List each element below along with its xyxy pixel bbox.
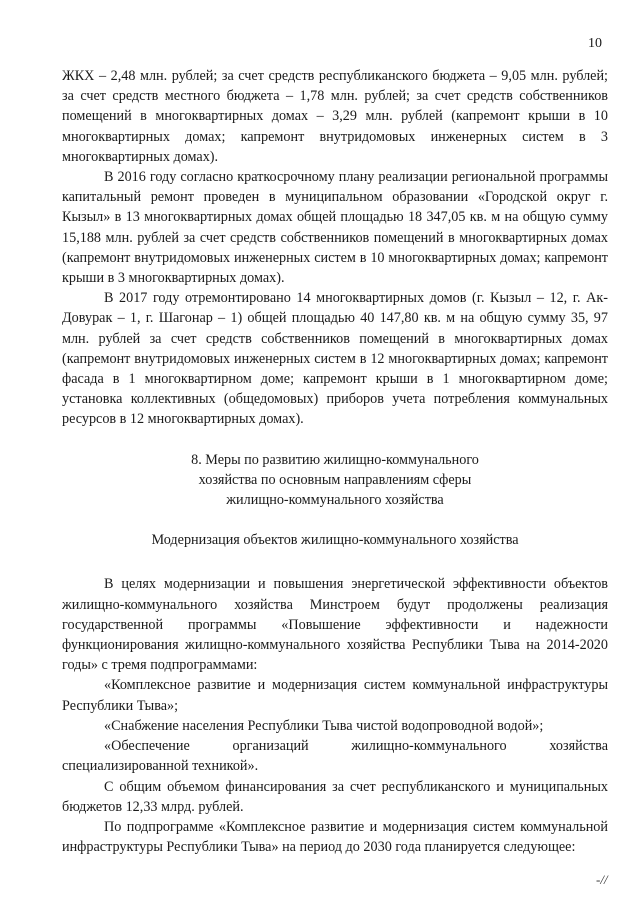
page-number: 10 — [588, 36, 602, 51]
section-heading — [62, 450, 608, 511]
subsection-heading: Модернизация объектов жилищно-коммунального хозяйства — [151, 532, 519, 549]
paragraph-modernization-intro: В целях модернизации и повышения энергетической эффективности объектов жилищно-коммунального хозяйства Минстроем будут продолжены реализация государственной программы «Повышение эффективности и надежности функционирования жилищно-коммунального хозяйства Республики Тыва на 2014-2020 годы» с тремя подпрограммами: — [62, 576, 608, 674]
document-body — [62, 66, 608, 857]
subprogram-item-infrastructure: «Комплексное развитие и модернизация систем коммунальной инфраструктуры Республики Тыва»; — [62, 677, 608, 714]
subprogram-item-special-equipment: «Обеспечение организаций жилищно-коммунального хозяйства специализированной техникой». — [62, 738, 608, 775]
paragraph-2017-repairs: В 2017 году отремонтировано 14 многоквартирных домов (г. Кызыл – 12, г. Ак-Довурак – 1, г. Шагонар – 1) общей площадью 40 147,80 кв. м на общую сумму 35, 97 млн. рублей за счет средств собственников помещений в многоквартирных домах (капремонт внутридомовых инженерных систем в 12 многоквартирных домах; капремонт фасада в 1 многоквартирном доме; капремонт крыши в 1 многоквартирном доме; установка коллективных (общедомовых) приборов учета потребления коммунальных ресурсов в 12 многоквартирных домах). — [62, 290, 608, 428]
section-heading-line-1: 8. Меры по развитию жилищно-коммунального — [191, 451, 479, 468]
paragraph-financing-continued: ЖКХ – 2,48 млн. рублей; за счет средств республиканского бюджета – 9,05 млн. рублей; за счет средств местного бюджета – 1,78 млн. рублей; за счет средств собственников помещений в многоквартирных домах – 3,29 млн. рублей (капремонт крыши в 10 многоквартирных домах; капремонт внутридомовых инженерных систем в 3 многоквартирных домах). — [62, 68, 608, 165]
section-heading-line-2: хозяйства по основным направлениям сферы — [198, 471, 472, 488]
paragraph-total-funding: С общим объемом финансирования за счет республиканского и муниципальных бюджетов 12,33 млрд. рублей. — [62, 778, 608, 815]
section-heading-line-3: жилищно-коммунального хозяйства — [226, 492, 444, 509]
subprogram-item-water-supply: «Снабжение населения Республики Тыва чистой водопроводной водой»; — [104, 717, 544, 734]
paragraph-2016-repairs: В 2016 году согласно краткосрочному плану реализации региональной программы капитальный ремонт проведен в муниципальном образовании «Городской округ г. Кызыл» в 13 многоквартирных домах общей площадью 18 347,05 кв. м на общую сумму 15,188 млн. рублей за счет средств собственников помещений в многоквартирных домах (капремонт внутридомовых инженерных систем в 10 многоквартирных домах; капремонт крыши в 3 многоквартирных домах). — [62, 169, 608, 287]
paragraph-subprogram-plan: По подпрограмме «Комплексное развитие и модернизация систем коммунальной инфраструктуры Республики Тыва» на период до 2030 года планируется следующее: — [62, 818, 608, 856]
handwritten-mark: -// — [596, 872, 608, 887]
